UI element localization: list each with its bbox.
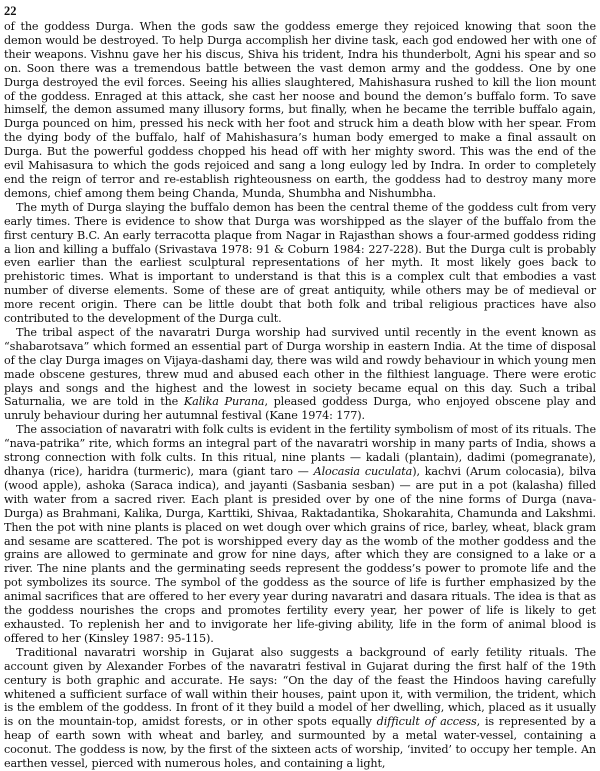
text-run: The association of navaratri with folk cults is evident in the fertility symbolism of most of its rituals. The “nava-patrika” rite, which forms an integral part of the navaratri worship in many parts of India, shows a strong connection with folk cults. In this ritual, nine plants — kadali (plantain), dadimi (pomegranate), dhanya (rice), haridra (turmeric), mara (giant taro — xyxy=(4,423,596,478)
paragraph-2 xyxy=(4,201,596,326)
paragraph-3 xyxy=(4,326,596,423)
italic-emphasis: difficult of access xyxy=(376,715,477,729)
text-run: Traditional navaratri worship in Gujarat also suggests a background of early fetility rituals. The account given by Alexander Forbes of the navaratri festival in Gujarat during the first half of the 19th century is both graphic and accurate. He says: “On the day of the feast the Hindoos having carefully whitened a sufficient surface of wall within their houses, paint upon it, with vermilion, the trident, which is the emblem of the goddess. In front of it they build a model of her dwelling, which, placed as it usually is on the mountain-top, amidst forests, or in other spots equally xyxy=(4,645,596,729)
text-run: The myth of Durga slaying the buffalo demon has been the central theme of the goddess cult from very early times. There is evidence to show that Durga was worshipped as the slayer of the buffalo from the first century B.C. An early terracotta plaque from Nagar in Rajasthan shows a four-armed goddess riding a lion and killing a buffalo (Srivastava 1978: 91 & Coburn 1984: 227-228). But the Durga cult is probably even earlier than the earliest sculptural representations of her myth. It most likely goes back to prehistoric times. What is important to understand is that this is a complex cult that embodies a vast number of diverse elements. Some of these are of great antiquity, while others may be of medieval or more recent origin. There can be little doubt that both folk and tribal religious practices have also contributed to the development of the Durga cult. xyxy=(4,200,596,326)
text-run: , is represented by a heap of earth sown with wheat and barley, and surmounted by a metal water-vessel, containing a coconut. The goddess is now, by the first of the sixteen acts of worship, ‘invited’ to occupy her temple. An earthen vessel, pierced with numerous holes, and containing a light, xyxy=(4,715,596,771)
paragraph-4 xyxy=(4,423,596,646)
text-run: The tribal aspect of the navaratri Durga worship had survived until recently in the event known as “shabarotsava” which formed an essential part of Durga worship in eastern India. At the time of disposal of the clay Durga images on Vijaya-dashami day, there was wild and rowdy behaviour in which young men made obscene gestures, threw mud and abused each other in the filthiest language. There were erotic plays and songs and the highest and the lowest in society became equal on this day. Such a tribal Saturnalia, we are told in the xyxy=(4,325,596,409)
paragraph-5 xyxy=(4,646,596,771)
text-run: , pleased goddess Durga, who enjoyed obscene play and unruly behaviour during her autumnal festival (Kane 1974: 177). xyxy=(4,395,596,423)
paragraph-1 xyxy=(4,20,596,201)
page-number: 22 xyxy=(4,4,17,18)
body-text xyxy=(4,20,596,771)
italic-botanical-name: Alocasia cuculata xyxy=(313,465,413,478)
text-run: of the goddess Durga. When the gods saw the goddess emerge they rejoiced knowing that soon the demon would be destroyed. To help Durga accomplish her divine task, each god endowed her with one of their weapons. Vishnu gave her his discus, Shiva his trident, Indra his thunderbolt, Agni his spear and so on. Soon there was a tremendous battle between the vast demon army and the goddess. One by one Durga destroyed the evil forces. Seeing his allies slaughtered, Mahishasura rushed to kill the lion mount of the goddess. Enraged at this attack, she cast her noose and bound the demon’s buffalo form. To save himself, the demon assumed many illusory forms, but finally, when he became the terrible buffalo again, Durga pounced on him, pressed his neck with her foot and struck him a death blow with her spear. From the dying body of the buffalo, half of Mahishasura’s human body emerged to make a final assault on Durga. But the powerful goddess chopped his head off with her mighty sword. This was the end of the evil Mahisasura to which the gods rejoiced and sang a long eulogy led by Indra. In order to completely end the reign of terror and re-establish righteousness on earth, the goddess had to destroy many more demons, chief among them being Chanda, Munda, Shumbha and Nishumbha. xyxy=(4,20,596,200)
italic-title: Kalika Purana xyxy=(183,395,265,409)
text-run: ), kachvi (Arum colocasia), bilva (wood apple), ashoka (Saraca indica), and jayanti (Sasbania sesban) — are put in a pot (kalasha) filled with water from a sacred river. Each plant is presided over by one of the nine forms of Durga (nava-Durga) as Brahmani, Kalika, Durga, Karttiki, Shivaa, Raktadantika, Shokarahita, Chamunda and Lakshmi. Then the pot with nine plants is placed on wet dough over which grains of rice, barley, wheat, black gram and sesame are scattered. The pot is worshipped every day as the womb of the mother goddess and the grains are allowed to germinate and grow for nine days, after which they are consigned to a lake or a river. The nine plants and the germinating seeds represent the goddess’s power to promote life and the pot symbolizes its source. The symbol of the goddess as the source of life is further emphasized by the animal sacrifices that are offered to her every year during navaratri and dasara rituals. The idea is that as the goddess nourishes the crops and promotes fertility every year, her power of life is likely to get exhausted. To replenish her and to invigorate her life-giving ability, life in the form of animal blood is offered to her (Kinsley 1987: 95-115). xyxy=(4,465,596,645)
